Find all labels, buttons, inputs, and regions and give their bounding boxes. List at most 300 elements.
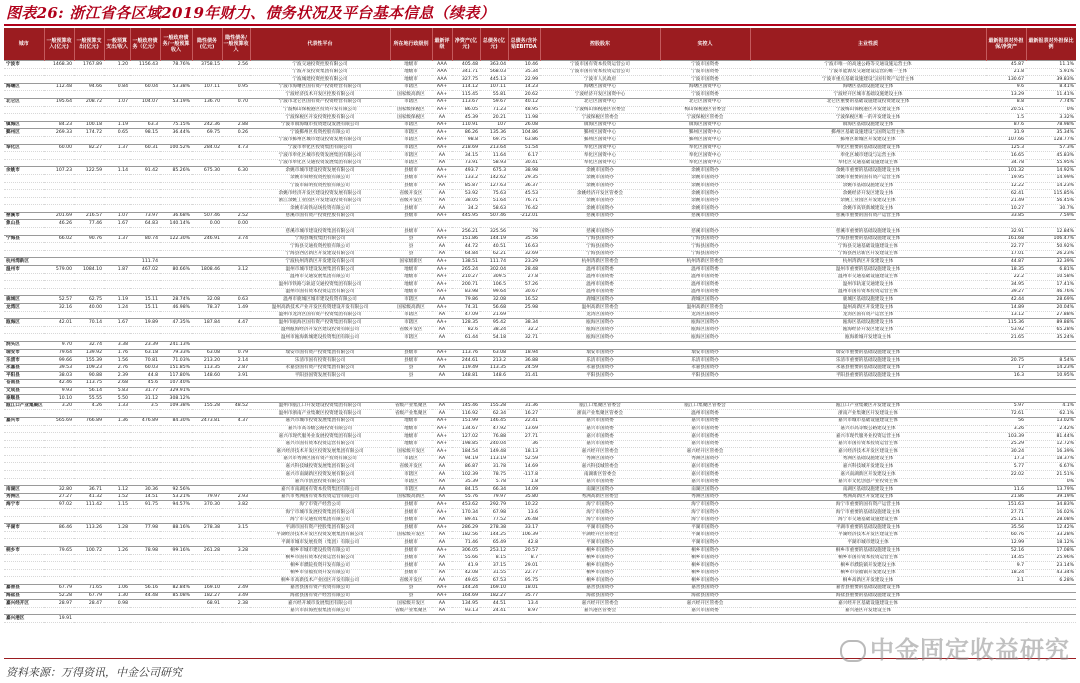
cell-g2 — [1026, 341, 1076, 349]
table-row — [4, 197, 1076, 205]
cell-platform: 温州市交通发展集团有限公司 — [290, 274, 350, 280]
table-row — [4, 61, 1076, 69]
cell-holder: 海宁市国资办 — [586, 501, 614, 507]
cell-hid — [192, 531, 222, 539]
cell-rev — [44, 509, 74, 517]
cell-platform: 慈溪市城市建设投资集团有限公司 — [285, 228, 355, 234]
cell-hr — [222, 577, 250, 585]
cell-rev: 269.33 — [55, 129, 72, 135]
cell-city: 平湖市 — [6, 524, 20, 530]
cell-debt: 64.83 — [144, 220, 158, 226]
cell-hid — [192, 258, 222, 266]
cell-hid — [192, 615, 222, 623]
cell-g2: 11.41% — [1056, 91, 1074, 97]
cell-platform: 嘉兴市国有资本投资运营有限公司 — [285, 441, 355, 447]
cell-debt — [130, 205, 160, 213]
cell-rating: AA+ — [436, 585, 448, 591]
cell-g2: 18.12% — [1056, 539, 1074, 545]
cell-dr: 84.30% — [172, 418, 190, 424]
cell-hid — [192, 509, 222, 517]
cell-rating — [432, 379, 452, 387]
cell-city — [4, 562, 44, 570]
cell-platform: 余姚市舜财投资控股有限公司 — [290, 175, 350, 181]
cell-td: 309.5 — [492, 274, 506, 280]
cell-platform: 宁波市镇海城市投资建设发展有限公司 — [280, 122, 360, 128]
cell-ctrl: 平湖市国资办 — [691, 524, 719, 530]
cell-city — [4, 281, 44, 289]
cell-na: 445.95 — [461, 213, 478, 219]
cell-g2: 8.54% — [1059, 357, 1074, 363]
cell-city — [4, 516, 44, 524]
cell-te: 35.34 — [524, 69, 538, 75]
cell-dr: 28.74% — [172, 296, 190, 302]
cell-hr — [222, 76, 250, 84]
cell-hid — [192, 455, 222, 463]
cell-dr — [160, 159, 192, 167]
cell-biz: 桐乡高新区开发建设主体 — [842, 577, 894, 583]
cell-g1 — [986, 220, 1026, 228]
cell-exp — [74, 273, 104, 281]
cell-debt: 467.02 — [141, 266, 158, 272]
cell-exp: 109.23 — [85, 365, 102, 371]
cell-te: 36.37 — [524, 183, 538, 188]
cell-te: 10.46 — [524, 61, 538, 67]
cell-debt — [130, 152, 160, 160]
cell-na: 286.29 — [461, 524, 478, 530]
cell-holder: 宁波梅山保税港区管委会 — [574, 107, 626, 113]
cell-dr — [160, 509, 192, 517]
cell-td: 11.64 — [492, 152, 506, 158]
cell-na: 71.46 — [464, 539, 478, 545]
cell-ratio: 1.37 — [117, 145, 128, 151]
cell-g2 — [1026, 584, 1076, 592]
cell-biz: 平湖市重要的基础设施建设主体 — [835, 524, 901, 530]
cell-debt — [130, 326, 160, 334]
cell-platform: 嘉兴经济技术开发区投资发展集团有限公司 — [276, 448, 364, 454]
cell-city: 奉化区 — [6, 145, 20, 151]
cell-ctrl: 嘉兴市国资委 — [691, 418, 719, 424]
cell-city — [4, 174, 44, 182]
table-row — [4, 562, 1076, 570]
cell-exp — [74, 326, 104, 334]
cell-na: 170.34 — [461, 509, 478, 515]
cell-biz: 乐清市重要的基础设施建设主体 — [835, 357, 901, 363]
cell-debt — [130, 539, 160, 547]
cell-exp: 155.39 — [85, 357, 102, 363]
cell-rating: AA+ — [436, 84, 448, 90]
cell-rev: 19.91 — [58, 615, 72, 621]
cell-hr: 0.79 — [237, 350, 248, 356]
cell-td: 21.69 — [492, 312, 506, 318]
cell-g1: 161.68 — [1007, 236, 1024, 242]
cell-rev — [44, 516, 74, 524]
cell-ctrl: 温州市国资委 — [691, 289, 719, 295]
cell-g2 — [1026, 592, 1076, 600]
cell-debt — [130, 471, 160, 479]
cell-platform: 桐乡市城市建设投资有限公司 — [290, 547, 350, 553]
cell-ratio — [104, 425, 130, 433]
cell-dr: 85.08% — [172, 593, 190, 599]
cell-platform: 平阳县国资发展有限公司 — [294, 372, 346, 378]
cell-g1: 21.86 — [1010, 494, 1024, 500]
cell-holder: 嘉兴市国资委 — [586, 433, 614, 439]
cell-exp: 766.89 — [85, 418, 102, 424]
cell-te: 35.80 — [524, 494, 538, 500]
cell-holder: 嘉兴市国资委 — [586, 441, 614, 447]
cell-platform: 宁海县交通投资控股有限公司 — [290, 243, 350, 249]
cell-td: 99.64 — [492, 289, 506, 295]
cell-g2 — [1026, 387, 1076, 395]
cell-na: 85.87 — [464, 183, 478, 188]
cell-exp: 122.59 — [85, 167, 102, 173]
cell-ratio: 1.30 — [117, 593, 128, 599]
cell-rev: 579.00 — [55, 266, 72, 272]
cell-rev — [44, 577, 74, 585]
cell-rating: AA — [438, 471, 446, 477]
cell-te: 38.98 — [524, 167, 538, 173]
cell-te: 20.57 — [524, 547, 538, 553]
cell-te: 36 — [532, 441, 538, 447]
cell-hid — [192, 159, 222, 167]
cell-hr — [222, 531, 250, 539]
cell-na: 73.91 — [464, 160, 478, 166]
cell-platform: 嘉兴市创意投资有限公司 — [294, 479, 346, 485]
cell-g2: 13.79% — [1056, 486, 1074, 492]
cell-hid — [192, 471, 222, 479]
cell-td: 67.98 — [492, 509, 506, 515]
cell-biz: 余姚市重要的国有资产运营主体 — [835, 175, 901, 181]
cell-td: 675.3 — [492, 167, 506, 173]
cell-rating: AA+ — [436, 357, 448, 363]
cell-rating: AA+ — [436, 175, 448, 181]
cell-platform: 乐清市国有投资有限公司 — [294, 357, 346, 363]
cell-g1: 130.67 — [1007, 76, 1024, 82]
cell-platform: 嘉兴市南湖国有资本投资集团有限公司 — [280, 486, 360, 492]
cell-city — [4, 440, 44, 448]
cell-holder: 余姚经济开发区管委会 — [577, 190, 623, 196]
cell-te: 16.63 — [524, 243, 538, 249]
table-row — [4, 182, 1076, 190]
cell-debt — [130, 159, 160, 167]
cell-city — [4, 159, 44, 167]
cell-ctrl: 镇海区国资中心 — [688, 122, 722, 128]
cell-dr: 329.91% — [169, 388, 190, 394]
cell-g2: 30.7% — [1059, 205, 1074, 211]
cell-biz — [750, 220, 986, 228]
cell-city — [4, 136, 44, 144]
cell-ratio — [104, 440, 130, 448]
cell-te: 76.42 — [524, 205, 538, 211]
cell-platform — [250, 395, 390, 403]
cell-rating: AA+ — [436, 258, 448, 264]
cell-rev — [44, 539, 74, 547]
cell-rev: 9.70 — [61, 342, 72, 348]
cell-g1: 21.49 — [1010, 198, 1024, 204]
table-row — [4, 296, 1076, 304]
cell-exp — [74, 455, 104, 463]
cell-g2: 55.95% — [1056, 160, 1074, 166]
cell-te: 26.08 — [524, 122, 538, 128]
cell-debt — [130, 76, 160, 84]
cell-td: 113.19 — [489, 456, 506, 462]
cell-rating: AA — [438, 403, 446, 409]
cell-ratio — [104, 516, 130, 524]
cell-hr — [222, 509, 250, 517]
cell-rev: 97.02 — [58, 501, 72, 507]
cell-hid — [192, 334, 222, 342]
cell-biz: 南湖区基础设施建设主体 — [842, 486, 894, 492]
cell-na: 44.72 — [464, 243, 478, 249]
cell-hid — [192, 607, 222, 615]
cell-g1: 20.75 — [1010, 357, 1024, 363]
cell-rating: AA — [438, 365, 446, 371]
cell-ratio — [104, 311, 130, 319]
cell-dr — [160, 273, 192, 281]
cell-rating — [432, 220, 452, 228]
cell-dr — [160, 410, 192, 418]
cell-ratio: 5.50 — [117, 395, 128, 401]
cell-rating: AA — [438, 494, 446, 500]
cell-td: 146.45 — [489, 418, 506, 424]
cell-na — [452, 341, 480, 349]
cell-ctrl: 海宁市国资办 — [691, 501, 719, 507]
cell-dr: 79.33% — [172, 350, 190, 356]
cell-na: 218.69 — [461, 145, 478, 151]
cell-td: 568.03 — [489, 69, 506, 75]
cell-biz: 嘉兴市文化创意产业投资主体 — [838, 479, 898, 485]
cell-city: 温州市 — [6, 266, 20, 272]
cell-rating: AA+ — [436, 426, 448, 431]
cell-ctrl: 余姚市国资办 — [691, 205, 719, 211]
cell-exp — [74, 288, 104, 296]
cell-platform: 温州高新技术产业开发区投资建设开发有限公司 — [271, 304, 369, 310]
cell-na: 134.95 — [461, 600, 478, 606]
cell-debt: 98.15 — [144, 129, 158, 135]
cell-exp — [74, 76, 104, 84]
cell-g2: 17.41% — [1056, 281, 1074, 287]
cell-g2: 8.41% — [1059, 84, 1074, 90]
cell-city: 宁波市 — [6, 61, 20, 67]
cell-rating: AA — [438, 183, 446, 188]
cell-holder: 宁波经济开发区国资中心 — [574, 91, 626, 97]
cell-biz: 宁波保税区唯一的开发建设主体 — [835, 114, 901, 120]
cell-dr — [160, 562, 192, 570]
cell-platform: 浙江余姚工业园区开发建设投资有限公司 — [278, 198, 362, 204]
cell-debt — [130, 478, 160, 486]
cell-td: 363.04 — [489, 61, 506, 67]
cell-ctrl: 奉化区国资中心 — [688, 160, 722, 166]
cell-hid: 284.02 — [203, 145, 220, 151]
cell-ratio — [104, 76, 130, 84]
cell-hid — [192, 106, 222, 114]
cell-te: 1.8 — [530, 479, 538, 485]
cell-na: 115.45 — [461, 91, 478, 97]
cell-g2: 3.32% — [1059, 114, 1074, 120]
cell-exp — [74, 471, 104, 479]
cell-exp — [74, 448, 104, 456]
cell-te: -212.01 — [520, 213, 538, 219]
cell-rating: AA+ — [436, 441, 448, 447]
cell-g2: 43.34% — [1056, 570, 1074, 576]
cell-hr: 0.95 — [237, 84, 248, 90]
cell-dr: 47.35% — [172, 319, 190, 325]
cell-exp — [74, 433, 104, 441]
cell-td — [480, 615, 508, 623]
cell-ctrl: 温州高新区管委会 — [686, 304, 724, 310]
cell-level: 县 — [408, 365, 414, 371]
cell-city — [4, 91, 44, 99]
cell-biz: 宁波梅山保税港区开发建设主体 — [835, 107, 901, 113]
cell-hid: 242.36 — [203, 122, 220, 128]
cell-td: 78.75 — [492, 471, 506, 477]
cell-exp — [74, 91, 104, 99]
cell-holder: 余姚市国资办 — [586, 167, 614, 173]
cell-ctrl: 永嘉县国资办 — [691, 365, 719, 371]
cell-biz: 温州市国有资本投资运营主体 — [838, 289, 898, 295]
cell-city — [4, 326, 44, 334]
cell-hid: 136.70 — [203, 99, 220, 105]
cell-biz: 海宁市重要的基础设施建设主体 — [835, 509, 901, 515]
table-row — [4, 98, 1076, 106]
cell-g1: 56 — [1018, 418, 1024, 424]
cell-dr: 92.56% — [172, 486, 190, 492]
cell-exp: 40.00 — [88, 304, 102, 310]
cell-city — [4, 539, 44, 547]
cell-rating: AAA — [437, 69, 447, 75]
cell-rating: AA+ — [436, 91, 448, 97]
cell-rev: 39.53 — [58, 365, 72, 371]
cell-platform: 桐乡市濮院投资开发有限公司 — [290, 562, 350, 568]
cell-rating: AA — [438, 312, 446, 318]
table-row — [4, 493, 1076, 501]
cell-hid: 2473.81 — [201, 418, 220, 424]
cell-ratio — [104, 562, 130, 570]
cell-city — [4, 311, 44, 319]
cell-dr — [160, 76, 192, 84]
cell-platform: 慈溪市国有资产投资控股有限公司 — [285, 213, 355, 219]
cell-rev — [44, 288, 74, 296]
cell-g2: 0% — [1066, 107, 1074, 113]
cell-holder: 慈溪市国资办 — [586, 213, 614, 219]
cell-g1 — [986, 341, 1026, 349]
cell-holder: 奉化区国资中心 — [583, 152, 617, 158]
table-row — [4, 106, 1076, 114]
cell-exp: 4.26 — [91, 403, 102, 409]
cell-dr — [160, 600, 192, 608]
cell-hr — [222, 326, 250, 334]
cell-exp — [74, 197, 104, 205]
table-row — [4, 228, 1076, 236]
cell-level: 县 — [408, 236, 414, 242]
cell-hid — [192, 463, 222, 471]
cell-level: 市辖区 — [404, 145, 418, 151]
cell-hr — [222, 410, 250, 418]
cell-platform — [250, 341, 390, 349]
cell-ctrl: 宁波保税区管委会 — [686, 114, 724, 120]
cell-g2: 33.28% — [1056, 532, 1074, 538]
table-row — [4, 341, 1076, 349]
cell-g1: 30.24 — [1010, 448, 1024, 454]
cell-debt — [130, 281, 160, 289]
cell-g2: 7.59% — [1059, 213, 1074, 219]
cell-level — [390, 341, 432, 349]
cell-ratio: 3.38 — [117, 342, 128, 348]
cell-g1: 35.56 — [1010, 524, 1024, 530]
cell-exp: 55.55 — [88, 395, 102, 401]
table-row — [4, 114, 1076, 122]
cell-dr — [160, 455, 192, 463]
cell-holder: 奉化区国资中心 — [583, 160, 617, 166]
cell-level: 县 — [408, 585, 414, 591]
cell-debt — [130, 228, 160, 236]
cell-g1: 18.24 — [1010, 570, 1024, 576]
cell-na: 86.05 — [464, 107, 478, 113]
cell-holder: 永嘉县国资办 — [586, 365, 614, 371]
cell-level: 县 — [408, 243, 414, 249]
cell-city: 慈溪市 — [6, 213, 20, 219]
cell-hid: 370.30 — [203, 501, 220, 507]
cell-g1: 39.27 — [1010, 289, 1024, 295]
cell-dr — [160, 569, 192, 577]
cell-dr — [160, 516, 192, 524]
cell-td: 302.04 — [489, 266, 506, 272]
cell-ctrl: 杭州湾新区管委会 — [686, 258, 724, 264]
cell-rev — [44, 281, 74, 289]
cell-level: 省级开发区 — [399, 198, 423, 204]
cell-level: 地级市 — [404, 69, 418, 75]
cell-ratio — [104, 539, 130, 547]
cell-holder: 宁海县国资办 — [586, 251, 614, 257]
cell-exp: 139.92 — [85, 350, 102, 356]
cell-holder: 余姚市国资办 — [586, 198, 614, 204]
cell-holder: 南湖区国资办 — [586, 486, 614, 492]
cell-city — [4, 205, 44, 213]
cell-hid — [192, 68, 222, 76]
cell-platform: 温州市瓯江口开发建设投资集团有限公司 — [278, 403, 362, 409]
cell-platform: 宁海县城投集团有限公司 — [294, 236, 346, 242]
cell-level: 市辖区 — [404, 486, 418, 492]
cell-ratio — [104, 607, 130, 615]
cell-g2: 13.02% — [1056, 418, 1074, 424]
cell-biz — [750, 395, 986, 403]
cell-rev — [44, 91, 74, 99]
cell-te: 104.86 — [521, 129, 538, 135]
cell-biz: 慈溪市重要的国有资产运营主体 — [835, 213, 901, 219]
cell-td: 44.51 — [492, 600, 506, 606]
cell-g1: 22.02 — [1010, 471, 1024, 477]
cell-g1: 107.66 — [1007, 137, 1024, 143]
cell-g2: 18.37% — [1056, 456, 1074, 462]
cell-dr — [160, 326, 192, 334]
cell-level — [390, 395, 432, 403]
cell-level: 省级开发区 — [399, 463, 423, 469]
cell-ratio: 0.98 — [117, 600, 128, 606]
cell-exp: 1767.89 — [83, 61, 102, 67]
cell-platform: 嘉兴经开城市发展集团有限公司 — [287, 600, 353, 606]
cell-debt: 77.98 — [144, 524, 158, 530]
cell-exp — [74, 410, 104, 418]
cell-level: 市辖区 — [404, 479, 418, 485]
cell-dr — [160, 478, 192, 486]
cell-g2: 35.34% — [1056, 129, 1074, 135]
table-container — [4, 28, 1076, 656]
cell-hid — [192, 410, 222, 418]
cell-rating: AA — [438, 198, 446, 204]
cell-g2: 50.92% — [1056, 243, 1074, 249]
cell-dr — [160, 114, 192, 122]
cell-hr — [222, 607, 250, 615]
cell-rev: 201.69 — [55, 213, 72, 219]
